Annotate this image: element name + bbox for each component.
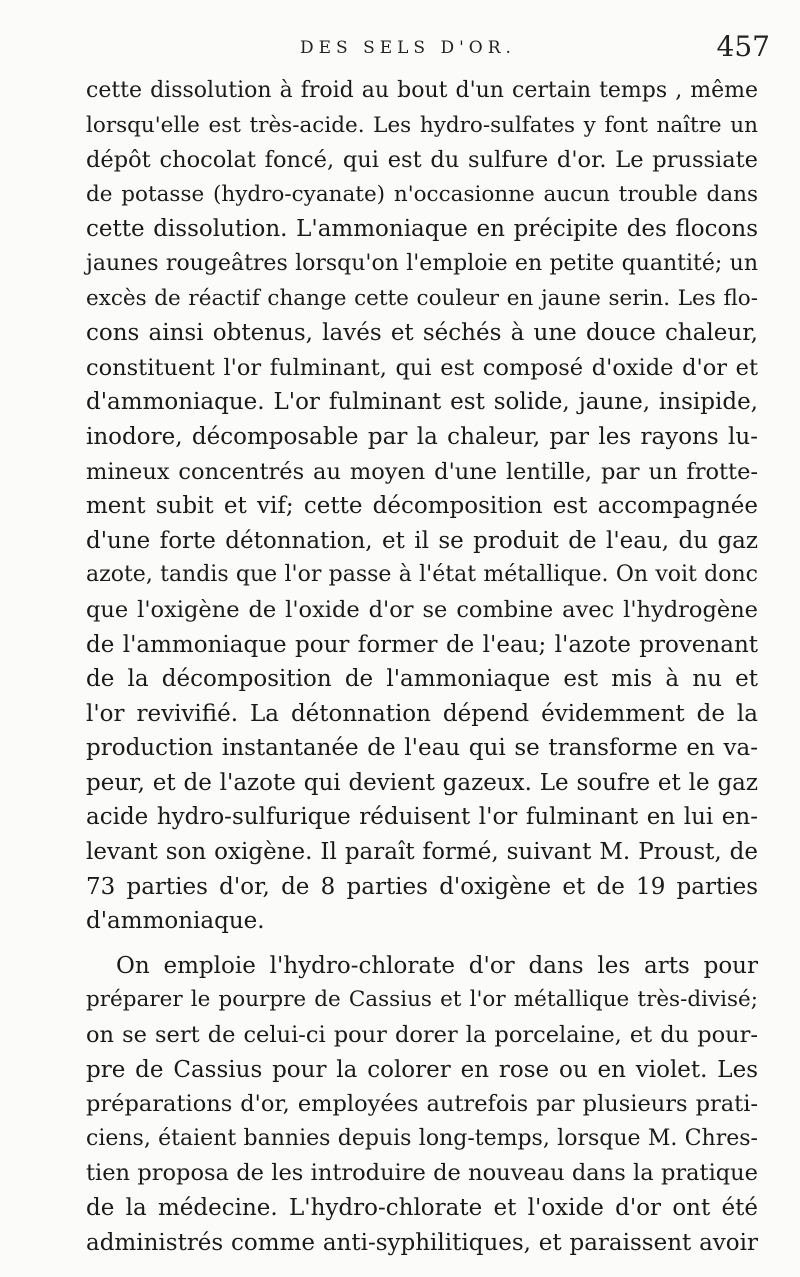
text-line: de la décomposition de l'ammoniaque est mis à nu et [86,666,758,693]
text-line: peur, et de l'azote qui devient gazeux. Le soufre et le gaz [86,769,758,796]
text-line: levant son oxigène. Il paraît formé, suivant M. Proust, de [86,839,758,866]
text-line: d'ammoniaque. [86,908,265,935]
text-line: lorsqu'elle est très-acide. Les hydro-sulfates y font naître un [86,112,758,138]
text-line: constituent l'or fulminant, qui est composé d'oxide d'or et [86,354,758,381]
text-line: azote, tandis que l'or passe à l'état métallique. On voit donc [86,562,758,588]
text-line: On emploie l'hydro-chlorate d'or dans les arts pour [116,952,758,979]
text-line: on se sert de celui-ci pour dorer la porcelaine, et du pour- [86,1022,758,1049]
text-line: ciens, étaient bannies depuis long-temps, lorsque M. Chres- [86,1125,758,1151]
text-line: d'une forte détonnation, et il se produit de l'eau, du gaz [86,527,758,554]
text-line: cette dissolution. L'ammoniaque en précipite des flocons [86,216,758,243]
text-line: de l'ammoniaque pour former de l'eau; l'azote provenant [86,631,758,658]
text-line: préparer le pourpre de Cassius et l'or métallique très-divisé; [86,987,758,1013]
text-line: préparations d'or, employées autrefois par plusieurs prati- [86,1091,758,1118]
text-line: 73 parties d'or, de 8 parties d'oxigène et de 19 parties [86,873,758,900]
text-line: jaunes rougeâtres lorsqu'on l'emploie en petite quantité; un [86,250,758,276]
text-line: tien proposa de les introduire de nouveau dans la pratique [86,1160,758,1187]
running-head: DES SELS D'OR. [300,38,516,58]
text-line: pre de Cassius pour la colorer en rose ou en violet. Les [86,1056,758,1083]
text-line: production instantanée de l'eau qui se transforme en va- [86,735,758,762]
text-line: excès de réactif change cette couleur en jaune serin. Les flo- [86,285,758,311]
text-line: d'ammoniaque. L'or fulminant est solide, jaune, insipide, [86,389,758,416]
text-line: mineux concentrés au moyen d'une lentille, par un frotte- [86,458,758,485]
body-text [86,74,758,1260]
text-line: ment subit et vif; cette décomposition est accompagnée [86,493,758,520]
text-line: administrés comme anti-syphilitiques, et paraissent avoir [86,1229,758,1256]
page-number: 457 [716,30,770,63]
page-header [0,30,800,70]
text-line: acide hydro-sulfurique réduisent l'or fulminant en lui en- [86,804,758,831]
text-line: l'or revivifié. La détonnation dépend évidemment de la [86,700,758,727]
text-line: cons ainsi obtenus, lavés et séchés à une douce chaleur, [86,320,758,347]
text-line: de la médecine. L'hydro-chlorate et l'oxide d'or ont été [86,1195,758,1221]
text-line: dépôt chocolat foncé, qui est du sulfure d'or. Le prussiate [86,147,758,174]
text-line: cette dissolution à froid au bout d'un certain temps , même [86,78,758,103]
text-line: de potasse (hydro-cyanate) n'occasionne aucun trouble dans [86,181,758,207]
text-line: inodore, décomposable par la chaleur, par les rayons lu- [86,423,758,450]
text-line: que l'oxigène de l'oxide d'or se combine avec l'hydrogène [86,596,758,623]
